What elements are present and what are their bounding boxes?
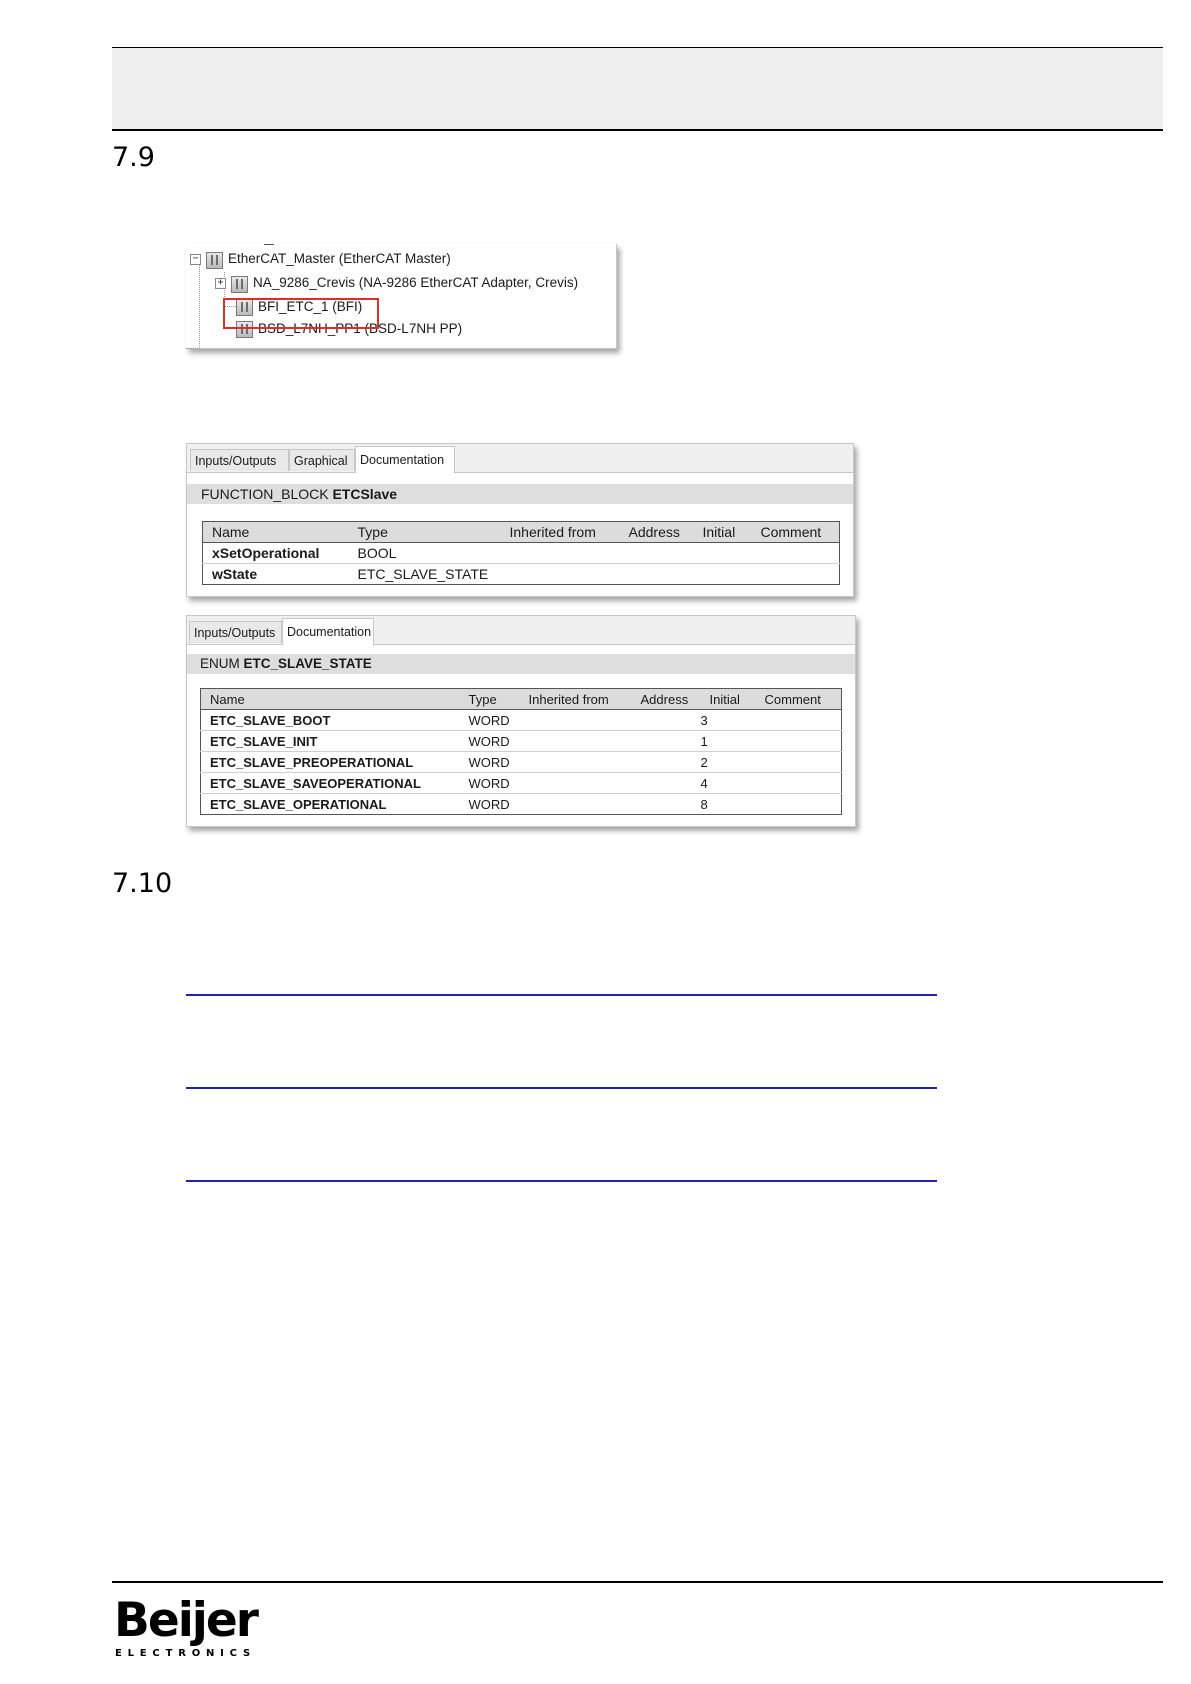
- cell-type: ETC_SLAVE_STATE: [349, 564, 501, 585]
- cell-address: [632, 710, 701, 731]
- cell-name: ETC_SLAVE_SAVEOPERATIONAL: [201, 773, 460, 794]
- logo-subtitle: ELECTRONICS: [115, 1648, 257, 1659]
- variables-table: [202, 521, 840, 585]
- tab-inputs-outputs[interactable]: Inputs/Outputs: [190, 449, 289, 471]
- link-underline[interactable]: [186, 1180, 937, 1182]
- tree-item-na-9286-crevis[interactable]: NA_9286_Crevis (NA-9286 EtherCAT Adapter, Crevis): [253, 275, 579, 290]
- table-header-row: [203, 522, 840, 543]
- table-row[interactable]: [201, 794, 842, 815]
- section-number-7-10: 7.10: [112, 868, 173, 899]
- cell-inherited-from: [501, 543, 620, 564]
- cell-comment: [756, 710, 842, 731]
- section-number-7-9: 7.9: [112, 142, 155, 173]
- cell-type: WORD: [460, 773, 520, 794]
- tab-bar: [187, 616, 855, 645]
- cell-inherited-from: [520, 710, 632, 731]
- device-tree-panel: [186, 244, 617, 349]
- cell-type: WORD: [460, 710, 520, 731]
- column-header-type: Type: [349, 522, 501, 543]
- cell-comment: [756, 794, 842, 815]
- cell-initial: 3: [701, 710, 756, 731]
- cell-initial: [694, 543, 752, 564]
- tree-guide-line: [199, 264, 200, 348]
- table-row[interactable]: [203, 543, 840, 564]
- cell-comment: [756, 773, 842, 794]
- column-header-initial: Initial: [694, 522, 752, 543]
- column-header-name: Name: [201, 689, 460, 710]
- declaration-keyword: FUNCTION_BLOCK: [201, 486, 329, 502]
- ethercat-master-device-icon: [206, 252, 223, 269]
- adapter-device-icon: [231, 276, 248, 293]
- cell-inherited-from: [520, 794, 632, 815]
- highlight-frame: [223, 298, 379, 329]
- expand-toggle-icon[interactable]: +: [215, 278, 226, 289]
- tree-cutoff-mark: [264, 244, 274, 245]
- declaration-header: [187, 484, 853, 504]
- link-underline[interactable]: [186, 994, 937, 996]
- cell-initial: 2: [701, 752, 756, 773]
- tab-inputs-outputs[interactable]: Inputs/Outputs: [189, 621, 282, 643]
- cell-name: ETC_SLAVE_BOOT: [201, 710, 460, 731]
- cell-address: [632, 773, 701, 794]
- cell-comment: [756, 731, 842, 752]
- footer-rule: [112, 1581, 1163, 1583]
- table-row[interactable]: [203, 564, 840, 585]
- cell-initial: 8: [701, 794, 756, 815]
- cell-inherited-from: [501, 564, 620, 585]
- tree-item-ethercat-master[interactable]: EtherCAT_Master (EtherCAT Master): [228, 251, 451, 266]
- table-row[interactable]: [201, 773, 842, 794]
- cell-initial: 4: [701, 773, 756, 794]
- tab-documentation[interactable]: Documentation: [282, 618, 374, 645]
- cell-comment: [752, 543, 840, 564]
- column-header-initial: Initial: [701, 689, 756, 710]
- column-header-address: Address: [632, 689, 701, 710]
- table-header-row: [201, 689, 842, 710]
- column-header-comment: Comment: [752, 522, 840, 543]
- cell-inherited-from: [520, 752, 632, 773]
- tree-guide-line: [186, 348, 198, 349]
- tree-item-bsd-l7nh-pp1[interactable]: BSD_L7NH_PP1 (BSD-L7NH PP): [258, 321, 463, 336]
- cell-initial: 1: [701, 731, 756, 752]
- cell-address: [632, 794, 701, 815]
- function-block-documentation-panel: [186, 443, 854, 597]
- table-row[interactable]: [201, 731, 842, 752]
- cell-inherited-from: [520, 773, 632, 794]
- table-row[interactable]: [201, 710, 842, 731]
- cell-type: BOOL: [349, 543, 501, 564]
- cell-name: wState: [203, 564, 349, 585]
- cell-name: xSetOperational: [203, 543, 349, 564]
- collapse-toggle-icon[interactable]: −: [190, 254, 201, 265]
- column-header-type: Type: [460, 689, 520, 710]
- cell-address: [632, 731, 701, 752]
- tree-item-bfi-etc-1[interactable]: BFI_ETC_1 (BFI): [258, 299, 363, 314]
- tab-graphical[interactable]: Graphical: [289, 449, 355, 471]
- logo-wordmark: Beijer: [114, 1593, 257, 1648]
- cell-name: ETC_SLAVE_OPERATIONAL: [201, 794, 460, 815]
- cell-initial: [694, 564, 752, 585]
- table-row[interactable]: [201, 752, 842, 773]
- column-header-comment: Comment: [756, 689, 842, 710]
- enum-documentation-panel: [186, 615, 856, 827]
- column-header-inherited-from: Inherited from: [501, 522, 620, 543]
- cell-type: WORD: [460, 731, 520, 752]
- column-header-address: Address: [620, 522, 694, 543]
- cell-type: WORD: [460, 752, 520, 773]
- cell-address: [632, 752, 701, 773]
- cell-name: ETC_SLAVE_PREOPERATIONAL: [201, 752, 460, 773]
- cell-comment: [756, 752, 842, 773]
- cell-comment: [752, 564, 840, 585]
- column-header-inherited-from: Inherited from: [520, 689, 632, 710]
- page-header-band: [112, 47, 1163, 131]
- declaration-header: [187, 654, 855, 674]
- declaration-name: ETC_SLAVE_STATE: [243, 656, 372, 671]
- tab-bar: [187, 444, 853, 473]
- cell-type: WORD: [460, 794, 520, 815]
- cell-address: [620, 543, 694, 564]
- link-underline[interactable]: [186, 1087, 937, 1089]
- declaration-keyword: ENUM: [200, 656, 240, 671]
- cell-name: ETC_SLAVE_INIT: [201, 731, 460, 752]
- column-header-name: Name: [203, 522, 349, 543]
- cell-address: [620, 564, 694, 585]
- cell-inherited-from: [520, 731, 632, 752]
- beijer-electronics-logo: [114, 1593, 274, 1662]
- declaration-name: ETCSlave: [332, 486, 398, 502]
- enum-values-table: [200, 688, 842, 815]
- tab-documentation[interactable]: Documentation: [355, 446, 455, 473]
